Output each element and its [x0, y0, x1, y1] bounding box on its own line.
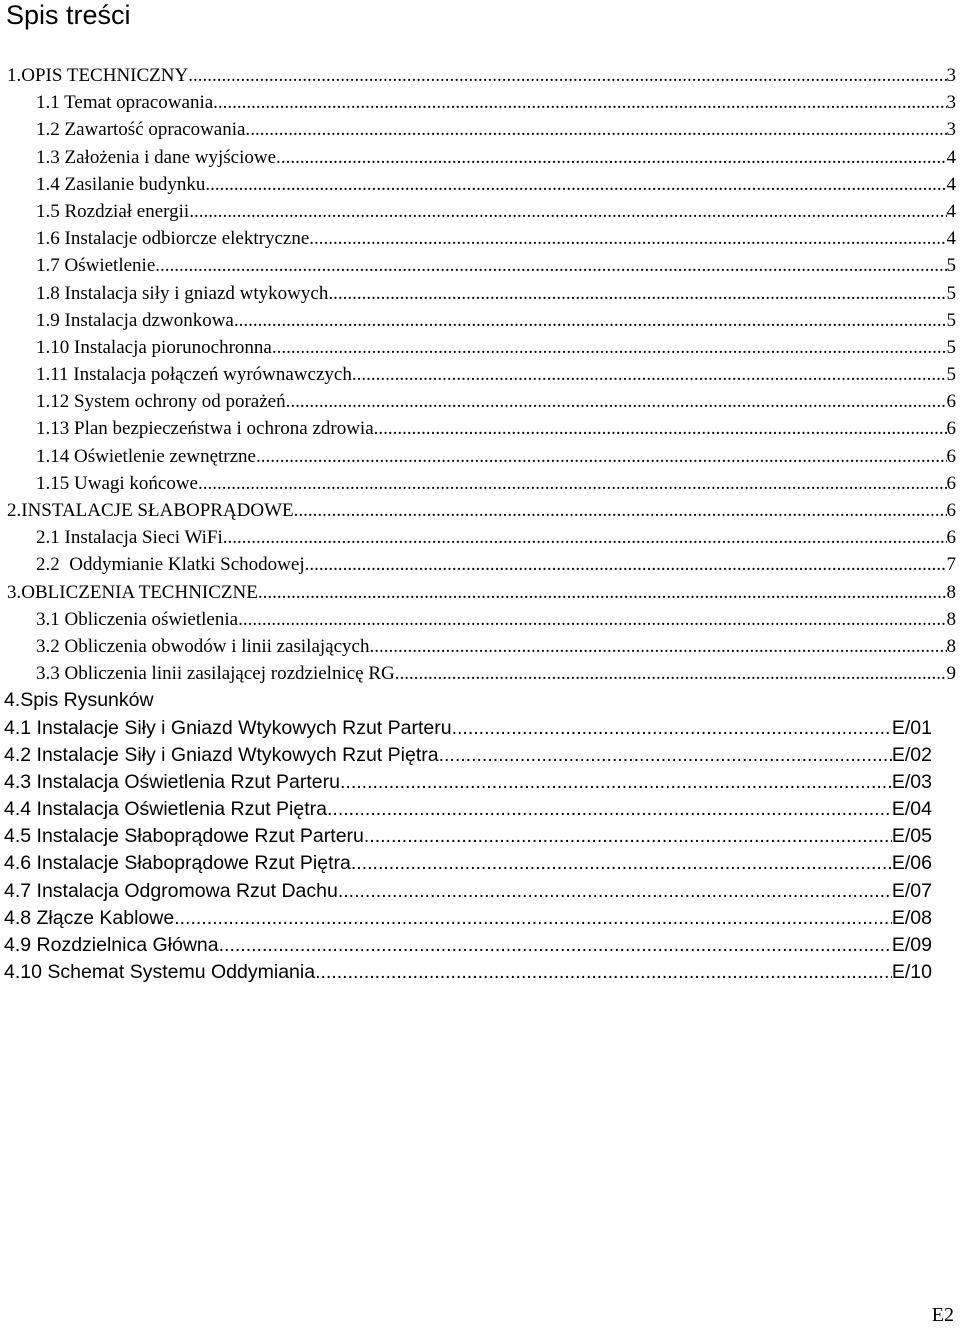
toc-entry[interactable] — [0, 579, 960, 606]
toc-entry[interactable] — [0, 280, 960, 307]
toc-entry[interactable] — [0, 334, 960, 361]
toc-entry[interactable] — [0, 551, 960, 578]
toc-entry-label: 1.3 Założenia i dane wyjściowe. — [36, 146, 281, 168]
drawing-entry-label: 4.10 Schemat Systemu Oddymiania. — [4, 961, 321, 984]
toc-entry[interactable] — [0, 470, 960, 497]
toc-entry-page: 6 — [946, 472, 956, 494]
drawing-entry-label: 4.7 Instalacja Odgromowa Rzut Dachu. — [4, 879, 344, 902]
dot-leader — [194, 198, 947, 225]
toc-entry-label: 1.7 Oświetlenie. — [36, 255, 161, 277]
toc-entry[interactable] — [0, 361, 960, 388]
toc-entry-page: 6 — [946, 500, 956, 521]
drawing-entry[interactable] — [0, 905, 960, 932]
toc-entry[interactable] — [0, 89, 960, 116]
page-title: Spis treści — [6, 0, 131, 30]
dot-leader — [314, 225, 947, 252]
drawing-entry-page: E/07 — [891, 879, 932, 902]
drawing-entry[interactable] — [0, 742, 960, 769]
toc-entry-label: 3.1 Obliczenia oświetlenia. — [36, 608, 243, 630]
toc-entry-label: 1.OPIS TECHNICZNY — [7, 65, 189, 86]
toc-entry-page: 6 — [946, 418, 956, 440]
toc-entry-label: 1.14 Oświetlenie zewnętrzne. — [36, 445, 261, 467]
toc-entry-page: 3 — [946, 65, 956, 86]
page-number: E2 — [931, 1304, 954, 1326]
drawing-entry[interactable] — [0, 769, 960, 796]
toc-entry-page: 5 — [946, 255, 956, 277]
table-of-contents — [0, 62, 960, 986]
dot-leader — [227, 524, 946, 551]
toc-entry[interactable] — [0, 144, 960, 171]
dot-leader — [239, 307, 947, 334]
toc-entry-page: 4 — [946, 200, 956, 222]
toc-entry-page: 4 — [946, 228, 956, 250]
toc-entry-page: 9 — [946, 663, 956, 685]
dot-leader — [210, 171, 946, 198]
dot-leader — [400, 660, 947, 687]
dot-leader — [321, 959, 892, 986]
toc-entry[interactable] — [0, 62, 960, 89]
drawing-entry-page: E/06 — [891, 852, 932, 875]
drawing-entry-page: E/08 — [891, 906, 932, 929]
drawing-entry-page: E/05 — [891, 825, 932, 848]
drawing-entry[interactable] — [0, 932, 960, 959]
dot-leader — [224, 932, 892, 959]
dot-leader — [356, 850, 892, 877]
toc-entry-label: 1.11 Instalacja połączeń wyrównawczych. — [36, 364, 357, 386]
toc-entry[interactable] — [0, 388, 960, 415]
toc-entry-label: 1.15 Uwagi końcowe. — [36, 472, 203, 494]
dot-leader — [263, 579, 947, 606]
toc-entry[interactable] — [0, 633, 960, 660]
toc-entry-label: 1.12 System ochrony od porażeń. — [36, 391, 291, 413]
drawings-heading: 4.Spis Rysunków — [4, 689, 154, 712]
dot-leader — [343, 878, 892, 905]
toc-entry-page: 5 — [946, 364, 956, 386]
dot-leader — [290, 388, 946, 415]
dot-leader — [180, 905, 892, 932]
toc-entry-page: 8 — [946, 608, 956, 630]
toc-entry-page: 6 — [946, 445, 956, 467]
toc-entry-page: 5 — [946, 282, 956, 304]
drawing-entry-page: E/01 — [891, 716, 932, 739]
toc-entry-label: 1.8 Instalacja siły i gniazd wtykowych. — [36, 282, 334, 304]
toc-entry-label: 1.2 Zawartość opracowania. — [36, 119, 251, 141]
dot-leader — [261, 443, 947, 470]
drawing-entry-page: E/04 — [891, 798, 932, 821]
drawing-entry-label: 4.8 Złącze Kablowe. — [4, 906, 180, 929]
dot-leader — [243, 606, 947, 633]
drawing-entry[interactable] — [0, 850, 960, 877]
toc-entry[interactable] — [0, 524, 960, 551]
toc-entry-label: 3.OBLICZENIA TECHNICZNE. — [7, 581, 263, 603]
drawings-heading-row — [0, 687, 960, 714]
toc-entry[interactable] — [0, 660, 960, 687]
dot-leader — [188, 62, 946, 89]
dot-leader — [378, 415, 946, 442]
dot-leader — [374, 633, 946, 660]
toc-entry-label: 3.3 Obliczenia linii zasilającej rozdzielnicę RG. — [36, 663, 400, 685]
dot-leader — [457, 715, 892, 742]
dot-leader — [444, 742, 892, 769]
toc-entry-page: 3 — [946, 92, 956, 114]
toc-entry-label: 3.2 Obliczenia obwodów i linii zasilających. — [36, 635, 375, 657]
toc-entry-page: 8 — [946, 635, 956, 657]
toc-entry-label: 1.13 Plan bezpieczeństwa i ochrona zdrowia. — [36, 418, 379, 440]
dot-leader — [250, 116, 946, 143]
toc-entry-page: 4 — [946, 146, 956, 168]
toc-entry-page: 6 — [946, 391, 956, 413]
dot-leader — [218, 89, 947, 116]
toc-entry-page: 3 — [946, 119, 956, 141]
drawing-entry-label: 4.4 Instalacja Oświetlenia Rzut Piętra. — [4, 798, 333, 821]
dot-leader — [281, 144, 947, 171]
dot-leader — [357, 361, 947, 388]
dot-leader — [345, 769, 891, 796]
toc-entry-page: 8 — [946, 581, 956, 603]
drawing-entry-label: 4.6 Instalacje Słaboprądowe Rzut Piętra. — [4, 852, 357, 875]
toc-entry-label: 2.2 Oddymianie Klatki Schodowej. — [36, 554, 310, 576]
dot-leader — [160, 252, 946, 279]
toc-entry[interactable] — [0, 307, 960, 334]
toc-entry[interactable] — [0, 225, 960, 252]
dot-leader — [332, 796, 891, 823]
drawing-entry-label: 4.1 Instalacje Siły i Gniazd Wtykowych Rzut Parteru. — [4, 716, 458, 739]
toc-entry-label: 1.10 Instalacja piorunochronna. — [36, 336, 277, 358]
toc-entry-label: 2.INSTALACJE SŁABOPRĄDOWE. — [7, 500, 299, 521]
dot-leader — [369, 823, 892, 850]
drawing-entry-label: 4.3 Instalacja Oświetlenia Rzut Parteru. — [4, 770, 346, 793]
drawing-entry-page: E/09 — [891, 934, 932, 956]
toc-entry[interactable] — [0, 198, 960, 225]
toc-entry-page: 7 — [946, 554, 956, 576]
drawing-entry[interactable] — [0, 878, 960, 905]
toc-entry[interactable] — [0, 116, 960, 143]
drawing-entry-page: E/03 — [891, 770, 932, 793]
drawing-entry[interactable] — [0, 796, 960, 823]
drawing-entry[interactable] — [0, 959, 960, 986]
toc-entry-page: 4 — [946, 173, 956, 195]
drawing-entry-page: E/02 — [891, 743, 932, 766]
toc-entry-page: 5 — [946, 309, 956, 331]
dot-leader — [203, 470, 947, 497]
toc-entry-label: 1.5 Rozdział energii. — [36, 200, 194, 222]
toc-entry[interactable] — [0, 171, 960, 198]
drawing-entry[interactable] — [0, 823, 960, 850]
toc-entry-page: 5 — [946, 336, 956, 358]
dot-leader — [309, 551, 946, 578]
toc-entry[interactable] — [0, 497, 960, 524]
toc-entry-label: 1.9 Instalacja dzwonkowa. — [36, 309, 239, 331]
dot-leader — [298, 497, 946, 524]
dot-leader — [333, 280, 946, 307]
drawing-entry-label: 4.2 Instalacje Siły i Gniazd Wtykowych Rzut Piętra. — [4, 743, 444, 766]
toc-entry[interactable] — [0, 252, 960, 279]
drawing-entry-label: 4.5 Instalacje Słaboprądowe Rzut Parteru. — [4, 825, 370, 848]
toc-entry-label: 1.4 Zasilanie budynku. — [36, 173, 211, 195]
toc-entry[interactable] — [0, 606, 960, 633]
drawing-entry-label: 4.9 Rozdzielnica Główna. — [4, 934, 225, 956]
toc-entry[interactable] — [0, 415, 960, 442]
toc-entry-label: 2.1 Instalacja Sieci WiFi. — [36, 527, 228, 549]
dot-leader — [277, 334, 947, 361]
toc-entry-label: 1.6 Instalacje odbiorcze elektryczne. — [36, 228, 314, 250]
toc-entry-page: 6 — [946, 527, 956, 549]
toc-entry[interactable] — [0, 443, 960, 470]
drawing-entry[interactable] — [0, 715, 960, 742]
drawing-entry-page: E/10 — [891, 961, 932, 984]
toc-entry-label: 1.1 Temat opracowania. — [36, 92, 218, 114]
